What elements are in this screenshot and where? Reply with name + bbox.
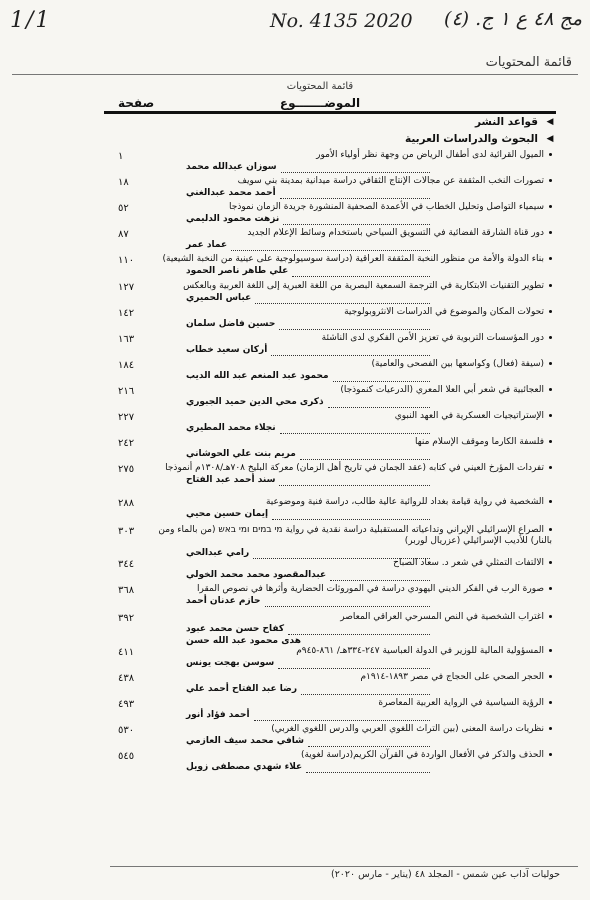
bullet-icon	[549, 310, 552, 313]
dotted-leader	[308, 746, 430, 747]
entry-page-number: ٥٤٥	[118, 751, 135, 762]
pointer-icon: ◀	[546, 116, 554, 127]
entry-page-number: ٣٦٨	[118, 585, 135, 596]
entry-author: سند أحمد عبد الفتاح	[186, 475, 276, 485]
entry-author: كفاح حسن محمد عبود	[186, 624, 285, 634]
section-heading	[405, 113, 556, 130]
entry-page-number: ١٦٣	[118, 334, 135, 345]
bullet-icon	[549, 414, 552, 417]
entry-page-number: ٤٣٨	[118, 673, 135, 684]
entry-page-number: ١٨	[118, 177, 129, 188]
entry-title: الحجر الصحي على الحجاج في مصر ١٨٩٣-١٩١٤م	[360, 672, 552, 682]
bullet-icon	[549, 205, 552, 208]
entry-author: عبدالمقصود محمد محمد الخولي	[186, 570, 327, 580]
entry-page-number: ٣٠٣	[118, 526, 135, 537]
entry-page-number: ٤٩٣	[118, 699, 135, 710]
handwritten-volume-note: مج ٤٨ ع ١ ج. (٤)	[444, 8, 582, 30]
entry-author: شافي محمد سيف العازمي	[186, 736, 304, 746]
bullet-icon	[549, 649, 552, 652]
header-divider	[12, 74, 578, 75]
bullet-icon	[549, 257, 552, 260]
bullet-icon	[549, 440, 552, 443]
entry-page-number: ٥٢	[118, 203, 129, 214]
entry-page-number: ١٤٢	[118, 308, 135, 319]
entry-page-number: ٨٧	[118, 229, 129, 240]
entry-title: فلسفة الكارما وموقف الإسلام منها	[415, 437, 552, 447]
entry-author: ذكرى محي الدين حميد الجبوري	[186, 397, 324, 407]
entry-author: علاء شهدي مصطفى زويل	[186, 762, 303, 772]
entry-author: علي طاهر ناصر الحمود	[186, 266, 289, 276]
dotted-leader	[306, 772, 430, 773]
section-title: قواعد النشر	[475, 115, 538, 128]
entry-title: تحولات المكان والموضوع في الدراسات الانثروبولوجية	[344, 307, 552, 317]
entry-title: نظريات دراسة المعنى (بين التراث اللغوي العربي والدرس اللغوي الغربي)	[271, 724, 552, 734]
page-footer: حوليات آداب عين شمس - المجلد ٤٨ (يناير - مارس ٢٠٢٠)	[330, 869, 560, 880]
bullet-icon	[549, 587, 552, 590]
page-header-title: قائمة المحتويات	[485, 55, 572, 70]
entry-page-number: ٣٩٢	[118, 613, 135, 624]
entry-page-number: ٢١٦	[118, 386, 135, 397]
dotted-leader	[333, 381, 430, 382]
entry-title-continued: بالنار) للأديب الإسرائيلي (عزريال لوربر)	[404, 536, 552, 546]
entry-title: تصورات النخب المثقفة عن مجالات الإنتاج الثقافي دراسة ميدانية بمدينة بني سويف	[238, 176, 552, 186]
entry-page-number: ١١٠	[118, 255, 135, 266]
entry-author: نزهت محمود الدليمي	[186, 214, 280, 224]
dotted-leader	[231, 250, 430, 251]
entry-title: المسؤولية المالية للوزير في الدولة العباسية ٢٤٧-٣٣٤هـ/ ٨٦١-٩٤٥م	[296, 646, 552, 656]
dotted-leader	[288, 634, 430, 635]
entry-title: الصراع الإسرائيلي الإيراني وتداعياته المستقبلية دراسة نقدية في رواية מי במים ומי באש (من بالماء ومن	[158, 525, 552, 535]
bullet-icon	[549, 362, 552, 365]
entry-author: أحمد محمد عبدالغني	[186, 188, 276, 198]
entry-author: رضا عبد الفتاح أحمد علي	[186, 684, 298, 694]
entry-author: أحمد فؤاد أنور	[186, 710, 250, 720]
entry-author: عباس الحميري	[186, 293, 252, 303]
entry-page-number: ١	[118, 151, 124, 162]
bullet-icon	[549, 231, 552, 234]
dotted-leader	[272, 519, 430, 520]
bullet-icon	[549, 153, 552, 156]
column-header-page: صفحة	[118, 96, 155, 110]
dotted-leader	[280, 198, 430, 199]
entry-author: مريم بنت علي الحوشاني	[186, 449, 296, 459]
entry-title: العجائبية في شعر أبي العلا المعري (الدرعيات كنموذجا)	[340, 385, 552, 395]
bullet-icon	[549, 336, 552, 339]
pointer-icon: ◀	[546, 133, 554, 144]
dotted-leader	[271, 355, 430, 356]
dotted-leader	[328, 407, 430, 408]
bullet-icon	[549, 500, 552, 503]
bullet-icon	[549, 388, 552, 391]
bullet-icon	[549, 753, 552, 756]
entry-author: محمود عبد المنعم عبد الله الديب	[186, 371, 329, 381]
entry-page-number: ٢٢٧	[118, 412, 135, 423]
bullet-icon	[549, 561, 552, 564]
section-heading	[405, 130, 556, 147]
dotted-leader	[279, 485, 430, 486]
section-title: البحوث والدراسات العربية	[404, 132, 538, 145]
bullet-icon	[549, 727, 552, 730]
entry-title: الحذف والذكر في الأفعال الواردة في القرآن الكريم(دراسة لغوية)	[301, 750, 552, 760]
entry-title: تطوير التقنيات الابتكارية في الترجمة السمعية البصرية من اللغة العبرية إلى اللغة العربية وبالعكس	[183, 281, 552, 291]
handwritten-number: No. 4135 2020	[270, 10, 413, 32]
entry-title: اغتراب الشخصية في النص المسرحي العراقي المعاصر	[340, 612, 552, 622]
dotted-leader	[279, 329, 430, 330]
bullet-icon	[549, 528, 552, 531]
bullet-icon	[549, 284, 552, 287]
dotted-leader	[254, 720, 430, 721]
entry-page-number: ٢٨٨	[118, 498, 135, 509]
entry-author-second: هدى محمود عبد الله حسن	[186, 636, 301, 646]
dotted-leader	[301, 694, 430, 695]
entry-page-number: ٢٧٥	[118, 464, 135, 475]
dotted-leader	[281, 172, 430, 173]
entry-title: الميول القرائية لدى أطفال الرياض من وجهة نظر أولياء الأمور	[316, 150, 552, 160]
bullet-icon	[549, 675, 552, 678]
bullet-icon	[549, 466, 552, 469]
entry-page-number: ٤١١	[118, 647, 135, 658]
footer-divider	[110, 866, 578, 867]
dotted-leader	[283, 224, 430, 225]
dotted-leader	[300, 459, 430, 460]
bullet-icon	[549, 615, 552, 618]
entry-page-number: ١٢٧	[118, 282, 135, 293]
bullet-icon	[549, 701, 552, 704]
entry-author: نجلاء محمد المطيري	[186, 423, 276, 433]
entry-page-number: ٣٤٤	[118, 559, 135, 570]
dotted-leader	[330, 580, 430, 581]
column-header-topic: الموضـــــــوع	[279, 96, 361, 110]
entry-title: الإستراتيجيات العسكرية في العهد النبوي	[395, 411, 552, 421]
entry-title: الالتفات التمثلي في شعر د. سعاد الصباح	[393, 558, 552, 568]
dotted-leader	[292, 276, 430, 277]
bullet-icon	[549, 179, 552, 182]
entry-author: أركان سعيد خطاب	[186, 345, 268, 355]
entry-author: سوسن بهجت يونس	[186, 658, 275, 668]
entry-title: صورة الرب في الفكر الديني اليهودي دراسة في الموروثات الحضارية وأثرها في نصوص المقرا	[197, 584, 552, 594]
entry-author: حازم عدنان أحمد	[186, 596, 261, 606]
dotted-leader	[280, 433, 430, 434]
entry-title: تفردات المؤرخ العيني في كتابه (عقد الجمان في تاريخ أهل الزمان) معركة البليخ ٧٠٨هـ/١٣٠٨م أنموذجا	[165, 463, 552, 473]
entry-page-number: ١٨٤	[118, 360, 135, 371]
entry-title: سيمياء التواصل وتحليل الخطاب في الأعمدة الصحفية المنشورة جريدة الزمان نموذجا	[229, 202, 552, 212]
entry-author: رامي عبدالحي	[186, 548, 250, 558]
dotted-leader	[265, 606, 430, 607]
dotted-leader	[255, 303, 430, 304]
entry-title: دور قناة الشارقة الفضائية في التسويق السياحي باستخدام وسائط الإعلام الجديد	[247, 228, 552, 238]
section-list	[405, 113, 556, 147]
entry-title: الرؤية السياسية في الرواية العربية المعاصرة	[378, 698, 552, 708]
entry-author: حسين فاضل سلمان	[186, 319, 276, 329]
toc-heading: قائمة المحتويات	[286, 81, 354, 92]
handwritten-page-count: 1/1	[10, 8, 52, 33]
entry-title: الشخصية في رواية قيامة بغداد للروائية عالية طالب، دراسة فنية وموضوعية	[266, 497, 552, 507]
entry-author: عماد عمر	[186, 240, 228, 250]
entry-page-number: ٥٣٠	[118, 725, 135, 736]
dotted-leader	[278, 668, 430, 669]
entry-author: إيمان حسين محيي	[186, 509, 269, 519]
entry-title: (سيفة (فعال) وكواسعها بين الفصحى والعامية)	[372, 359, 552, 369]
entry-page-number: ٢٤٢	[118, 438, 135, 449]
entry-title: بناء الدولة والأمة من منظور النخبة المثقفة العراقية (دراسة سوسيولوجية على عينية من النخبة الشيعية)	[162, 254, 552, 264]
entry-title: دور المؤسسات التربوية في تعزيز الأمن الفكري لدى الناشئة	[322, 333, 552, 343]
entry-author: سوزان عبدالله محمد	[186, 162, 277, 172]
